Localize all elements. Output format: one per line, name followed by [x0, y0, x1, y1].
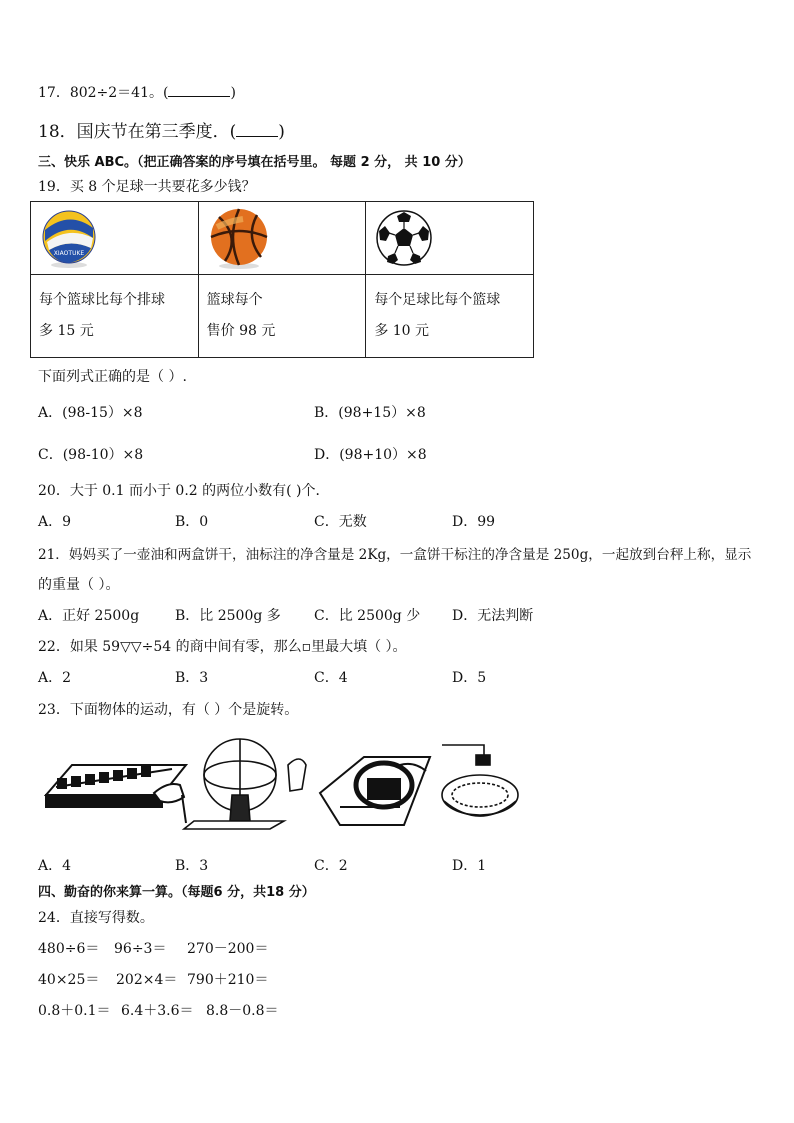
question-18: 18．国庆节在第三季度．( ): [38, 122, 285, 142]
calc-item: 6.4＋3.6＝: [121, 1003, 194, 1019]
faucet-sink-icon: [442, 745, 518, 816]
question-19-stem: 19．买 8 个足球一共要花多少钱？: [38, 179, 256, 195]
answer-blank[interactable]: [168, 83, 230, 97]
question-23-stem: 23．下面物体的运动，有（ ）个是旋转。: [38, 702, 299, 718]
volleyball-cell: [31, 202, 199, 275]
section-3-heading: 三、快乐 ABC。（把正确答案的序号填在括号里。 每题 2 分， 共 10 分）: [38, 155, 471, 170]
option-c[interactable]: C．2: [314, 858, 348, 874]
question-17-text: 17．802÷2＝41。(: [38, 85, 169, 101]
volleyball-info: 每个篮球比每个排球 多 15 元: [31, 275, 199, 358]
calc-item: 96÷3＝: [114, 941, 167, 957]
question-19-prompt: 下面列式正确的是（ ）.: [38, 369, 187, 385]
option-b[interactable]: B．0: [175, 514, 209, 530]
question-17: 17．802÷2＝41。( ): [38, 85, 236, 101]
motion-pictures: [44, 735, 524, 831]
option-a[interactable]: A．9: [38, 514, 72, 530]
option-a[interactable]: A．4: [38, 858, 72, 874]
globe-icon: [184, 739, 306, 829]
option-b[interactable]: B．3: [175, 858, 209, 874]
option-b[interactable]: B．3: [175, 670, 209, 686]
option-b[interactable]: B．(98+15）×8: [314, 405, 426, 421]
calc-item: 202×4＝: [116, 972, 178, 988]
section-4-heading: 四、勤奋的你来算一算。（每题6 分，共18 分）: [38, 885, 315, 900]
option-d[interactable]: D．无法判断: [452, 608, 534, 624]
question-22-stem: 22．如果 59▽▽÷54 的商中间有零，那么▫里最大填（ ）。: [38, 639, 407, 655]
soccer-ball-cell: [366, 202, 534, 275]
question-24-stem: 24．直接写得数。: [38, 910, 154, 926]
calc-item: 480÷6＝: [38, 941, 100, 957]
option-a[interactable]: A．正好 2500g: [38, 608, 140, 624]
option-a[interactable]: A．(98-15）×8: [38, 405, 143, 421]
option-c[interactable]: C．(98-10）×8: [38, 447, 144, 463]
option-b[interactable]: B．比 2500g 多: [175, 608, 281, 624]
option-c[interactable]: C．4: [314, 670, 348, 686]
calc-item: 40×25＝: [38, 972, 100, 988]
question-20-stem: 20．大于 0.1 而小于 0.2 的两位小数有( )个．: [38, 483, 330, 499]
basketball-icon: [207, 207, 271, 271]
option-d[interactable]: D．1: [452, 858, 487, 874]
calc-item: 790＋210＝: [187, 972, 269, 988]
volleyball-brand: XIAOTUKE: [53, 250, 85, 257]
calc-item: 270－200＝: [187, 941, 269, 957]
option-c[interactable]: C．比 2500g 少: [314, 608, 421, 624]
volleyball-icon: [39, 208, 99, 270]
calc-item: 0.8＋0.1＝: [38, 1003, 111, 1019]
basketball-cell: [198, 202, 366, 275]
calc-item: 8.8－0.8＝: [206, 1003, 279, 1019]
option-d[interactable]: D．(98+10）×8: [314, 447, 427, 463]
soccer-ball-icon: [375, 209, 433, 267]
abacus-icon: [46, 765, 186, 823]
option-d[interactable]: D．5: [452, 670, 487, 686]
ball-price-table: [30, 201, 534, 358]
option-d[interactable]: D．99: [452, 514, 496, 530]
question-21-stem-continued: 的重量（ ）。: [38, 577, 120, 593]
answer-blank[interactable]: [236, 123, 278, 137]
basketball-info: 篮球每个 售价 98 元: [198, 275, 366, 358]
question-21-stem: 21．妈妈买了一壶油和两盒饼干，油标注的净含量是 2Kg，一盒饼干标注的净含量是 250g，一起放到台秤上称，显示: [38, 547, 752, 563]
option-c[interactable]: C．无数: [314, 514, 367, 530]
steering-wheel-icon: [320, 757, 430, 825]
option-a[interactable]: A．2: [38, 670, 72, 686]
soccer-ball-info: 每个足球比每个篮球 多 10 元: [366, 275, 534, 358]
question-18-text: 18．国庆节在第三季度．(: [38, 122, 237, 142]
